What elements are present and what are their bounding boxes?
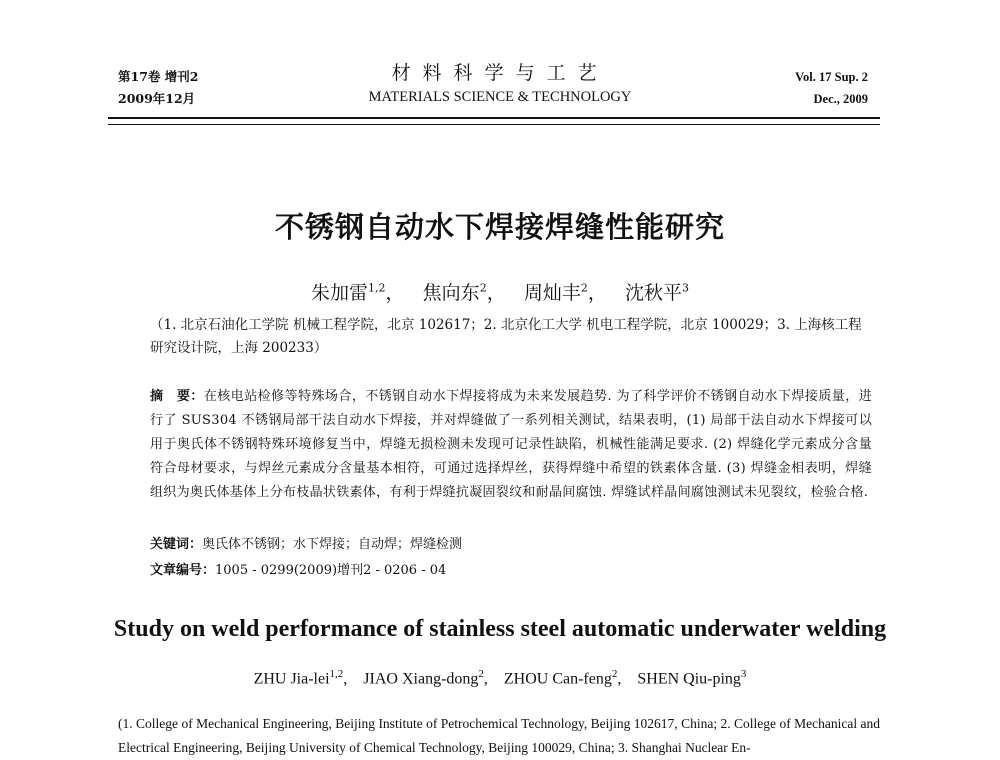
author-name: 焦向东: [422, 282, 480, 304]
author-affiliation-mark: 2: [611, 668, 618, 680]
abstract-cn: [150, 385, 872, 505]
author-affiliation-mark: 1,2: [368, 281, 386, 295]
author-name: JIAO Xiang-dong: [363, 670, 479, 688]
header-rule-thin: [108, 124, 880, 125]
header-volume-info: [118, 66, 198, 110]
author-name: SHEN Qiu-ping: [637, 670, 741, 688]
journal-name: [300, 60, 700, 108]
author-list-en: ZHU Jia-lei$^{1,2}$, JIAO Xiang-dong$^2$, ZHOU Can-feng$^2$, SHEN Qiu-ping$^3$: [253, 668, 747, 688]
keywords-cn: [150, 534, 462, 556]
journal-name-cn: 材料科学与工艺: [391, 62, 609, 84]
author-name: 周灿丰: [523, 282, 581, 304]
author-affiliation-mark: 3: [681, 281, 689, 295]
affiliations-en: (1. College of Mechanical Engineering, Beijing Institute of Petrochemical Technology, Beijing 102617, China; 2. College of Mechanical and Electrical Engineering, Beijing University of Chemical Technology, Beijing 100029, China; 3. Shanghai Nuclear En-: [118, 716, 880, 755]
article-number-text: 1005 - 0299(2009)增刊2 - 0206 - 04: [215, 563, 447, 578]
author-affiliation-mark: 2: [478, 668, 484, 680]
abstract-text: 在核电站检修等特殊场合，不锈钢自动水下焊接将成为未来发展趋势. 为了科学评价不锈钢自动水下焊接质量，进行了 SUS304 不锈钢局部干法自动水下焊接，并对焊缝做了一系列相关测试，结果表明，(1) 局部干法自动水下焊接可以用于奥氏体不锈钢特殊环境修复当中，焊缝无损检测未发现可记录性缺陷，机械性能满足要求. (2) 焊缝化学元素成分含量符合母材要求，与焊丝元素成分含量基本相符，可通过选择焊丝，获得焊缝中希望的铁素体含量. (3) 焊缝金相表明，焊缝组织为奥氏体基体上分布枝晶状铁素体，有利于焊缝抗凝固裂纹和耐晶间腐蚀. 焊缝试样晶间腐蚀测试未见裂纹，检验合格.: [150, 389, 872, 500]
keywords-text: 奥氏体不锈钢；水下焊接；自动焊；焊缝检测: [202, 537, 463, 552]
date-cn: 2009年12月: [118, 91, 196, 106]
paper-title-cn: 不锈钢自动水下焊接焊缝性能研究: [274, 210, 725, 244]
author-name: 沈秋平: [624, 282, 682, 304]
author-affiliation-mark: 3: [740, 668, 747, 680]
author-affiliation-mark: 2: [580, 281, 588, 295]
author-name: 朱加雷: [311, 282, 369, 304]
article-number-label: 文章编号：: [150, 563, 216, 578]
volume-en: Vol. 17 Sup. 2: [795, 70, 868, 84]
author-name: ZHU Jia-lei: [253, 670, 330, 688]
volume-cn: 第17卷 增刊2: [118, 69, 199, 84]
header-rule-thick: [108, 117, 880, 119]
author-affiliation-mark: 2: [479, 281, 487, 295]
abstract-label: 摘 要：: [150, 389, 204, 404]
paper-title-en: Study on weld performance of stainless steel automatic underwater welding: [113, 616, 887, 642]
author-name: ZHOU Can-feng: [503, 670, 612, 688]
article-number: [150, 560, 446, 582]
author-affiliation-mark: 1,2: [329, 668, 344, 680]
affiliations-cn: （1. 北京石油化工学院 机械工程学院，北京 102617；2. 北京化工大学 机电工程学院，北京 100029；3. 上海核工程研究设计院，上海 200233）: [150, 317, 862, 356]
header-volume-info-en: [795, 66, 868, 110]
date-en: Dec., 2009: [813, 92, 868, 106]
keywords-label: 关键词：: [150, 537, 203, 552]
author-list-cn: 朱加雷$^{1,2}$， 焦向东$^2$， 周灿丰$^2$， 沈秋平$^3$: [311, 281, 689, 304]
journal-name-en: MATERIALS SCIENCE & TECHNOLOGY: [368, 89, 632, 105]
